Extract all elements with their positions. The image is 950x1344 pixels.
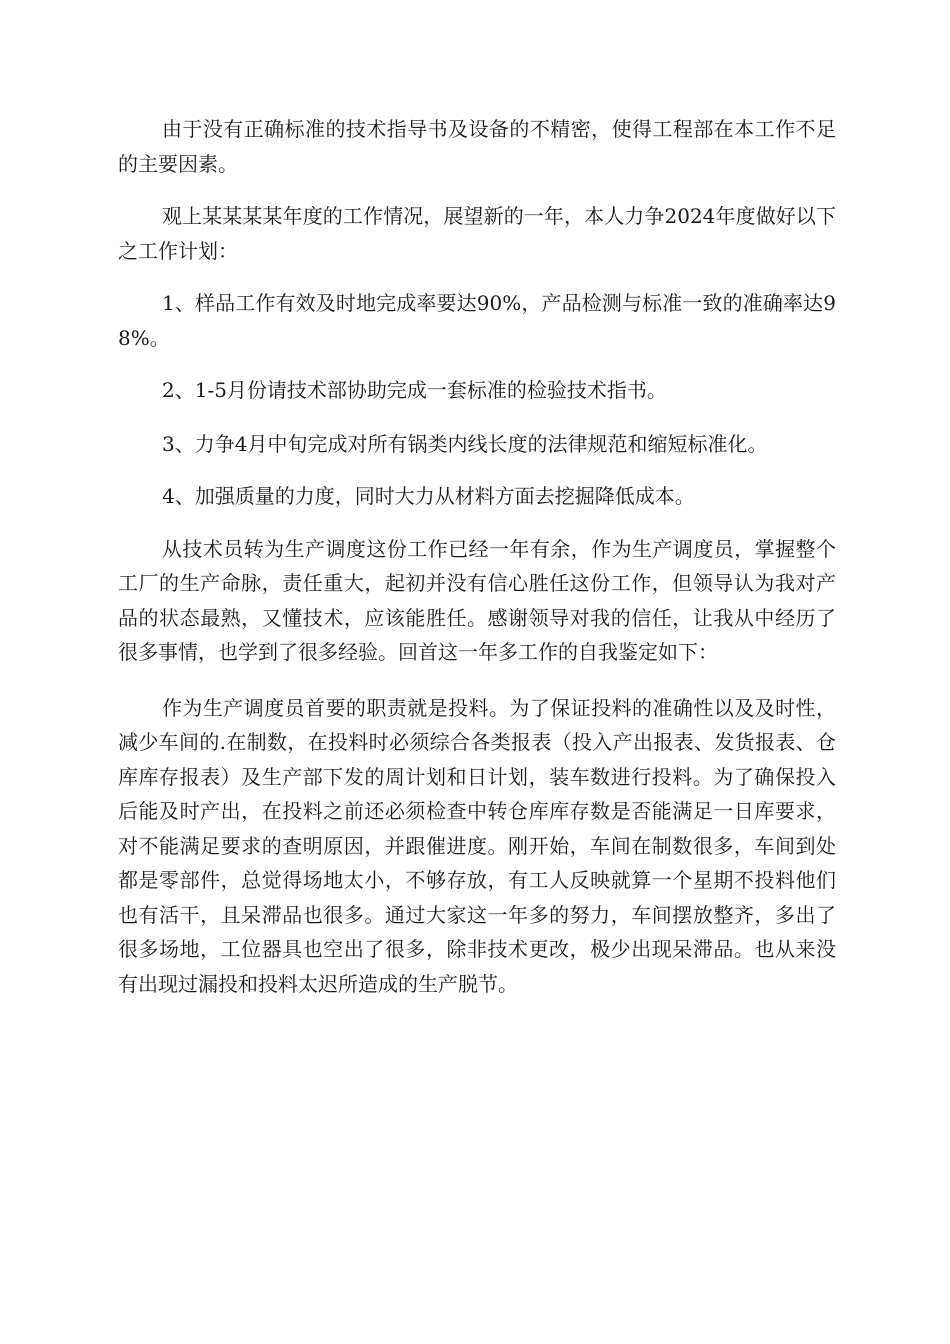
paragraph-6: 4、加强质量的力度，同时大力从材料方面去挖掘降低成本。 <box>162 484 695 508</box>
paragraph-7: 从技术员转为生产调度这份工作已经一年有余，作为生产调度员，掌握整个工厂的生产命脉，责任重大，起初并没有信心胜任这份工作，但领导认为我对产品的状态最熟，又懂技术，应该能胜任。感谢领导对我的信任，让我从中经历了很多事情，也学到了很多经验。回首这一年多工作的自我鉴定如下： <box>118 536 836 664</box>
document-body <box>118 112 836 1019</box>
paragraph-2: 观上某某某某年度的工作情况，展望新的一年，本人力争2024年度做好以下之工作计划： <box>118 204 836 263</box>
paragraph-3: 1、样品工作有效及时地完成率要达90%，产品检测与标准一致的准确率达98%。 <box>118 291 836 350</box>
paragraph-1: 由于没有正确标准的技术指导书及设备的不精密，使得工程部在本工作不足的主要因素。 <box>118 117 836 176</box>
paragraph-5: 3、力争4月中旬完成对所有锅类内线长度的法律规范和缩短标准化。 <box>162 431 768 456</box>
paragraph-8: 作为生产调度员首要的职责就是投料。为了保证投料的准确性以及及时性，减少车间的.在制数，在投料时必须综合各类报表（投入产出报表、发货报表、仓库库存报表）及生产部下发的周计划和日计划，装车数进行投料。为了确保投入后能及时产出，在投料之前还必须检查中转仓库库存数是否能满足一日库要求，对不能满足要求的查明原因，并跟催进度。刚开始，车间在制数很多，车间到处都是零部件，总觉得场地太小，不够存放，有工人反映就算一个星期不投料他们也有活干，且呆滞品也很多。通过大家这一年多的努力，车间摆放整齐，多出了很多场地，工位器具也空出了很多，除非技术更改，极少出现呆滞品。也从来没有出现过漏投和投料太迟所造成的生产脱节。 <box>118 695 836 996</box>
paragraph-4: 2、1-5月份请技术部协助完成一套标准的检验技术指书。 <box>162 378 667 402</box>
